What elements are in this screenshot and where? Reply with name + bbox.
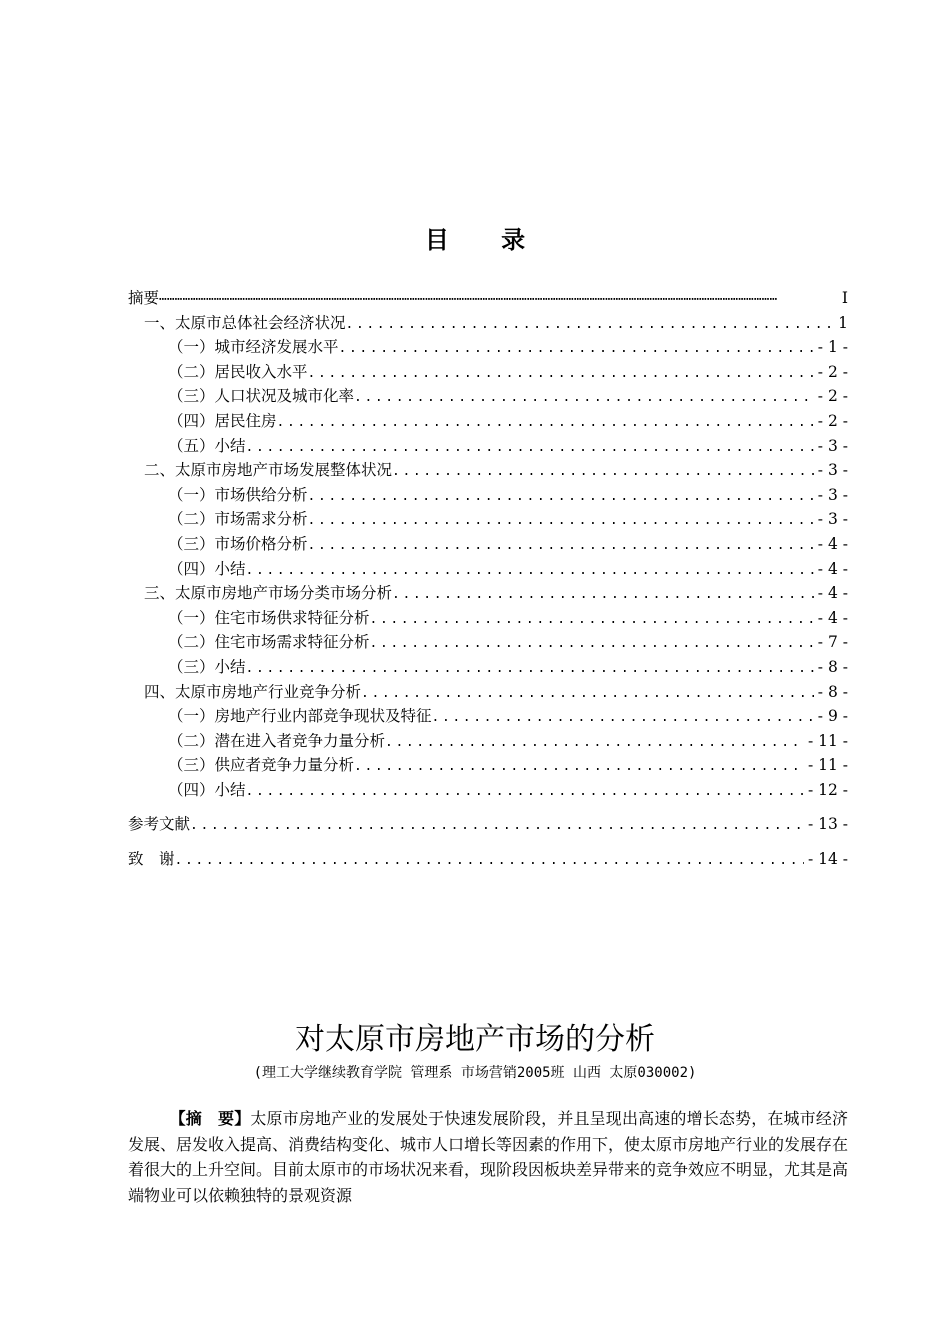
toc-entry[interactable] [128,847,848,872]
toc-entry-page: - 11 - [807,731,848,750]
toc-entry[interactable] [128,507,848,532]
toc-leader-dots [385,735,804,750]
toc-leader-dots [361,686,814,701]
toc-title: 目 录 [424,226,548,254]
author-affiliation: (理工大学继续教育学院 管理系 市场营销2005班 山西 太原030002) [253,1065,697,1081]
toc-leader-dots [370,636,814,651]
toc-entry-label: （四）小结 [168,559,246,578]
toc-entry[interactable] [128,384,848,409]
toc-entry-page: - 12 - [807,780,848,799]
table-of-contents [128,286,848,872]
toc-entry-label: 二、太原市房地产市场发展整体状况 [144,461,393,480]
toc-leader-dots [246,440,814,455]
toc-entry-label: （一）房地产行业内部竞争现状及特征 [168,707,432,726]
toc-entry-page: - 4 - [817,584,848,603]
toc-entry[interactable] [128,458,848,483]
toc-entry-page: I [841,289,848,307]
toc-entry-label: （五）小结 [168,436,246,455]
toc-entry-label: 参考文献 [128,815,191,834]
toc-entry-page: 1 [838,313,848,332]
toc-entry[interactable] [128,483,848,508]
toc-leader-dots [354,759,804,774]
toc-entry[interactable] [128,753,848,778]
toc-entry[interactable] [128,311,848,336]
toc-entry[interactable] [128,532,848,557]
toc-entry-page: - 8 - [817,657,848,676]
toc-entry-label: （二）潜在进入者竞争力量分析 [168,731,386,750]
toc-entry[interactable] [128,360,848,385]
toc-entry-page: - 4 - [817,534,848,553]
toc-entry-label: （二）市场需求分析 [168,510,308,529]
toc-entry-label: （三）人口状况及城市化率 [168,387,355,406]
toc-entry-page: - 4 - [817,559,848,578]
toc-leader-dots [159,292,838,307]
toc-entry-label: 致 谢 [128,850,175,869]
abstract-label: 【摘 要】 [169,1109,251,1128]
toc-leader-dots [370,612,814,627]
toc-entry[interactable] [128,812,848,837]
toc-leader-dots [246,784,804,799]
toc-entry-page: - 2 - [817,411,848,430]
toc-entry-label: 四、太原市房地产行业竞争分析 [144,682,362,701]
toc-entry[interactable] [128,581,848,606]
toc-entry[interactable] [128,704,848,729]
toc-entry-page: - 14 - [807,850,848,869]
toc-leader-dots [308,489,814,504]
toc-entry[interactable] [128,286,848,311]
toc-entry[interactable] [128,335,848,360]
toc-entry-label: （二）住宅市场需求特征分析 [168,633,370,652]
toc-entry-label: （三）市场价格分析 [168,534,308,553]
toc-leader-dots [346,317,835,332]
toc-entry-page: - 3 - [817,485,848,504]
toc-entry-page: - 3 - [817,436,848,455]
toc-leader-dots [246,661,814,676]
toc-leader-dots [277,415,814,430]
toc-entry[interactable] [128,630,848,655]
toc-entry-label: （三）供应者竞争力量分析 [168,756,355,775]
toc-entry-label: 一、太原市总体社会经济状况 [144,313,346,332]
toc-leader-dots [339,341,814,356]
toc-leader-dots [175,853,804,868]
paper-title: 对太原市房地产市场的分析 [295,1022,655,1057]
toc-entry-label: （一）城市经济发展水平 [168,338,339,357]
toc-entry-page: - 1 - [817,338,848,357]
toc-leader-dots [392,587,814,602]
toc-entry-page: - 3 - [817,510,848,529]
toc-entry-label: （四）小结 [168,780,246,799]
toc-entry[interactable] [128,557,848,582]
toc-entry-label: 三、太原市房地产市场分类市场分析 [144,584,393,603]
toc-entry-page: - 3 - [817,461,848,480]
toc-entry-label: 摘要 [128,289,160,307]
toc-leader-dots [432,710,814,725]
toc-entry-label: （二）居民收入水平 [168,362,308,381]
toc-leader-dots [246,563,814,578]
toc-entry-page: - 13 - [807,815,848,834]
toc-entry-page: - 11 - [807,756,848,775]
abstract-text: 太原市房地产业的发展处于快速发展阶段，并且呈现出高速的增长态势，在城市经济发展、居发收入提高、消费结构变化、城市人口增长等因素的作用下，使太原市房地产行业的发展存在着很大的上升空间。目前太原市的市场状况来看，现阶段因板块差异带来的竞争效应不明显，尤其是高端物业可以依赖独特的景观资源 [128,1109,849,1205]
abstract-paragraph [128,1106,848,1208]
toc-entry[interactable] [128,434,848,459]
toc-entry-page: - 4 - [817,608,848,627]
toc-entry[interactable] [128,655,848,680]
toc-entry[interactable] [128,409,848,434]
toc-entry-label: （三）小结 [168,657,246,676]
toc-entry-page: - 2 - [817,362,848,381]
toc-entry-label: （四）居民住房 [168,411,277,430]
toc-entry-label: （一）市场供给分析 [168,485,308,504]
toc-leader-dots [392,464,814,479]
toc-entry-page: - 8 - [817,682,848,701]
toc-leader-dots [308,538,814,553]
toc-entry[interactable] [128,680,848,705]
toc-entry-page: - 9 - [817,707,848,726]
toc-leader-dots [354,390,814,405]
toc-entry-page: - 7 - [817,633,848,652]
toc-entry[interactable] [128,606,848,631]
toc-leader-dots [308,366,814,381]
toc-leader-dots [190,818,804,833]
toc-entry-page: - 2 - [817,387,848,406]
toc-entry-label: （一）住宅市场供求特征分析 [168,608,370,627]
toc-entry[interactable] [128,778,848,803]
toc-entry[interactable] [128,729,848,754]
toc-leader-dots [308,513,814,528]
